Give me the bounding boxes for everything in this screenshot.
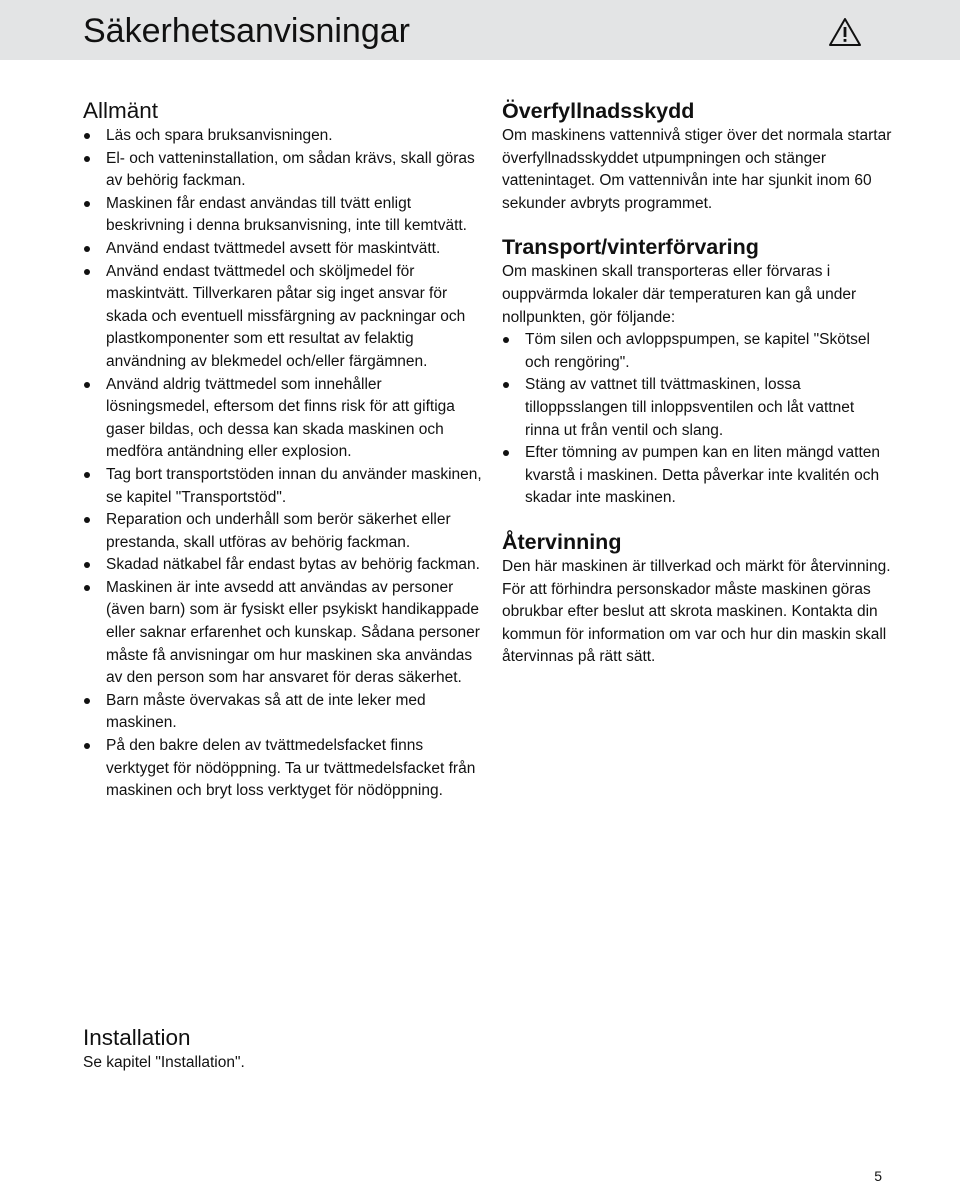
list-item: Maskinen är inte avsedd att användas av personer (även barn) som är fysiskt eller psykiskt handikappade eller saknar erfarenhet och kunskap. Sådana personer måste få anvisningar om hur maskinen ska användas av den person som har ansvaret för deras säkerhet. (83, 577, 483, 690)
list-item: Använd endast tvättmedel och sköljmedel för maskintvätt. Tillverkaren påtar sig inget ansvar för skada och eventuell missfärgning av packningar och plastkomponenter som ett resultat av felaktig användning av blekmedel och/eller färgämnen. (83, 261, 483, 374)
left-column (83, 97, 483, 803)
list-item: Efter tömning av pumpen kan en liten mängd vatten kvarstå i maskinen. Detta påverkar inte kvalitén och skadar inte maskinen. (502, 442, 892, 510)
overflow-heading: Överfyllnadsskydd (502, 99, 695, 123)
list-item: Maskinen får endast användas till tvätt enligt beskrivning i denna bruksanvisning, inte till kemtvätt. (83, 193, 483, 238)
warning-triangle-icon (828, 17, 862, 47)
transport-section (502, 233, 892, 510)
right-column (502, 97, 892, 669)
page-title: Säkerhetsanvisningar (83, 12, 410, 50)
general-heading: Allmänt (83, 98, 159, 123)
list-item: Använd endast tvättmedel avsett för maskintvätt. (83, 238, 483, 261)
list-item: Läs och spara bruksanvisningen. (83, 125, 483, 148)
list-item: Tag bort transportstöden innan du använder maskinen, se kapitel "Transportstöd". (83, 464, 483, 509)
installation-section (83, 1024, 483, 1075)
transport-intro: Om maskinen skall transporteras eller förvaras i ouppvärmda lokaler där temperaturen kan gå under nollpunkten, gör följande: (502, 263, 857, 326)
general-section (83, 97, 483, 803)
general-list (83, 125, 483, 803)
list-item: Stäng av vattnet till tvättmaskinen, lossa tilloppsslangen till inloppsventilen och låt vattnet rinna ut från ventil och slang. (502, 374, 892, 442)
page-number: 5 (874, 1168, 882, 1184)
recycling-heading: Återvinning (502, 529, 622, 554)
page-header (0, 0, 960, 60)
installation-heading: Installation (83, 1025, 191, 1050)
recycling-text: Den här maskinen är tillverkad och märkt för återvinning. För att förhindra personskador måste maskinen göras obrukbar efter beslut att skrota maskinen. Kontakta din kommun för information om var och hur din maskin skall återvinnas på rätt sätt. (502, 557, 891, 666)
installation-text: Se kapitel "Installation". (83, 1054, 245, 1071)
list-item: Skadad nätkabel får endast bytas av behörig fackman. (83, 554, 483, 577)
overflow-section (502, 97, 892, 215)
recycling-section (502, 528, 892, 669)
list-item: El- och vatteninstallation, om sådan krävs, skall göras av behörig fackman. (83, 148, 483, 193)
transport-heading: Transport/vinterförvaring (502, 235, 759, 260)
list-item: Använd aldrig tvättmedel som innehåller lösningsmedel, eftersom det finns risk för att giftiga gaser bildas, och dessa kan skada maskinen och medföra antändning eller explosion. (83, 374, 483, 464)
overflow-text: Om maskinens vattennivå stiger över det normala startar överfyllnadsskyddet utpumpningen och stänger vattenintaget. Om vattennivån inte har sjunkit inom 60 sekunder avbryts programmet. (502, 127, 892, 212)
list-item: Reparation och underhåll som berör säkerhet eller prestanda, skall utföras av behörig fackman. (83, 509, 483, 554)
list-item: Barn måste övervakas så att de inte leker med maskinen. (83, 690, 483, 735)
list-item: Töm silen och avloppspumpen, se kapitel "Skötsel och rengöring". (502, 329, 892, 374)
transport-list (502, 329, 892, 510)
list-item: På den bakre delen av tvättmedelsfacket finns verktyget för nödöppning. Ta ur tvättmedelsfacket från maskinen och bryt loss verktyget för nödöppning. (83, 735, 483, 803)
